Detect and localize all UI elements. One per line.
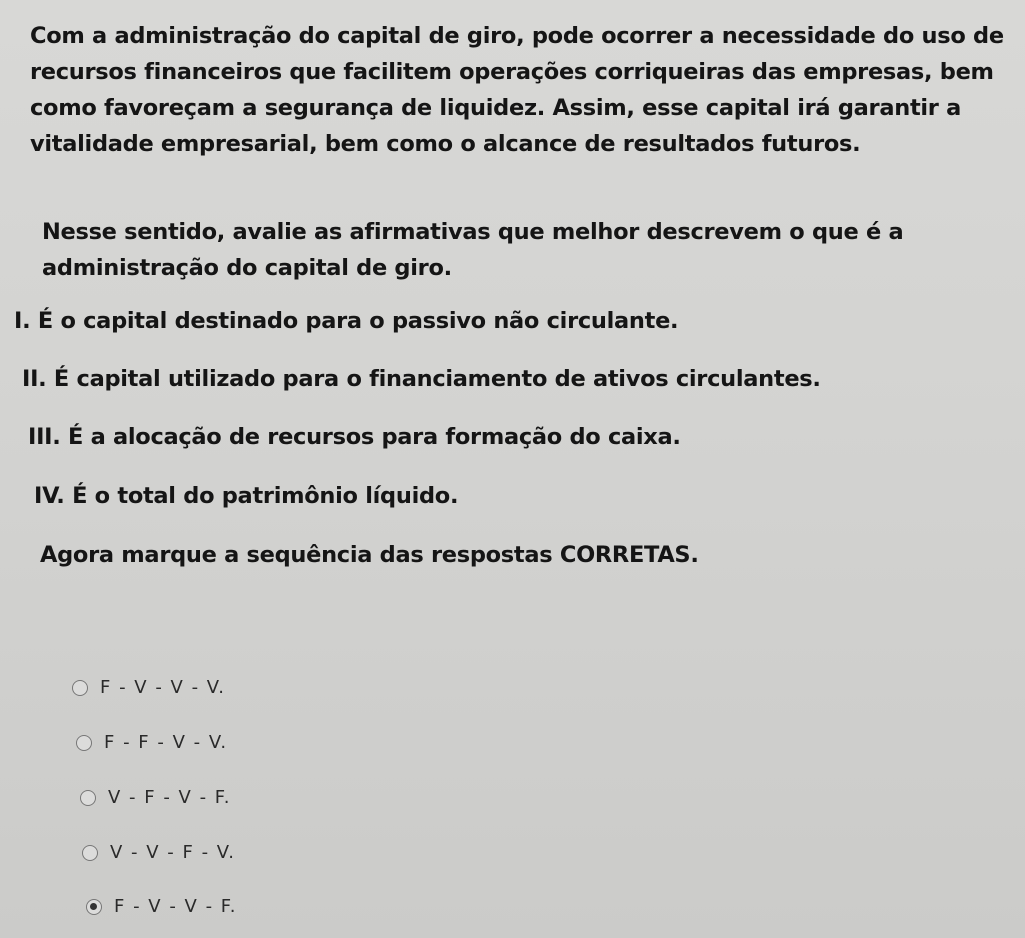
option-label[interactable]: F - V - V - V. (100, 677, 226, 698)
statement-2: II. É capital utilizado para o financiamento de ativos circulantes. (22, 366, 821, 392)
statement-4: IV. É o total do patrimônio líquido. (34, 483, 459, 509)
radio-icon[interactable] (80, 790, 96, 806)
option-5[interactable] (86, 896, 237, 917)
instruction: Agora marque a sequência das respostas CORRETAS. (40, 542, 699, 568)
statement-3: III. É a alocação de recursos para formação do caixa. (28, 424, 681, 450)
option-label[interactable]: F - F - V - V. (104, 732, 228, 753)
option-label[interactable]: F - V - V - F. (114, 896, 237, 917)
option-label[interactable]: V - F - V - F. (108, 787, 231, 808)
question-intro: Com a administração do capital de giro, pode ocorrer a necessidade do uso de recursos financeiros que facilitem operações corriqueiras das empresas, bem como favoreçam a segurança de liquidez. Assim, esse capital irá garantir a vitalidade empresarial, bem como o alcance de resultados futuros. (30, 23, 1004, 157)
radio-selected-icon[interactable] (86, 899, 102, 915)
option-1[interactable] (72, 677, 226, 698)
option-4[interactable] (82, 842, 236, 863)
statement-1: I. É o capital destinado para o passivo não circulante. (14, 308, 679, 334)
question-prompt: Nesse sentido, avalie as afirmativas que melhor descrevem o que é a administração do capital de giro. (42, 219, 904, 281)
radio-icon[interactable] (82, 845, 98, 861)
radio-icon[interactable] (72, 680, 88, 696)
option-2[interactable] (76, 732, 228, 753)
option-3[interactable] (80, 787, 231, 808)
radio-icon[interactable] (76, 735, 92, 751)
option-label[interactable]: V - V - F - V. (110, 842, 236, 863)
